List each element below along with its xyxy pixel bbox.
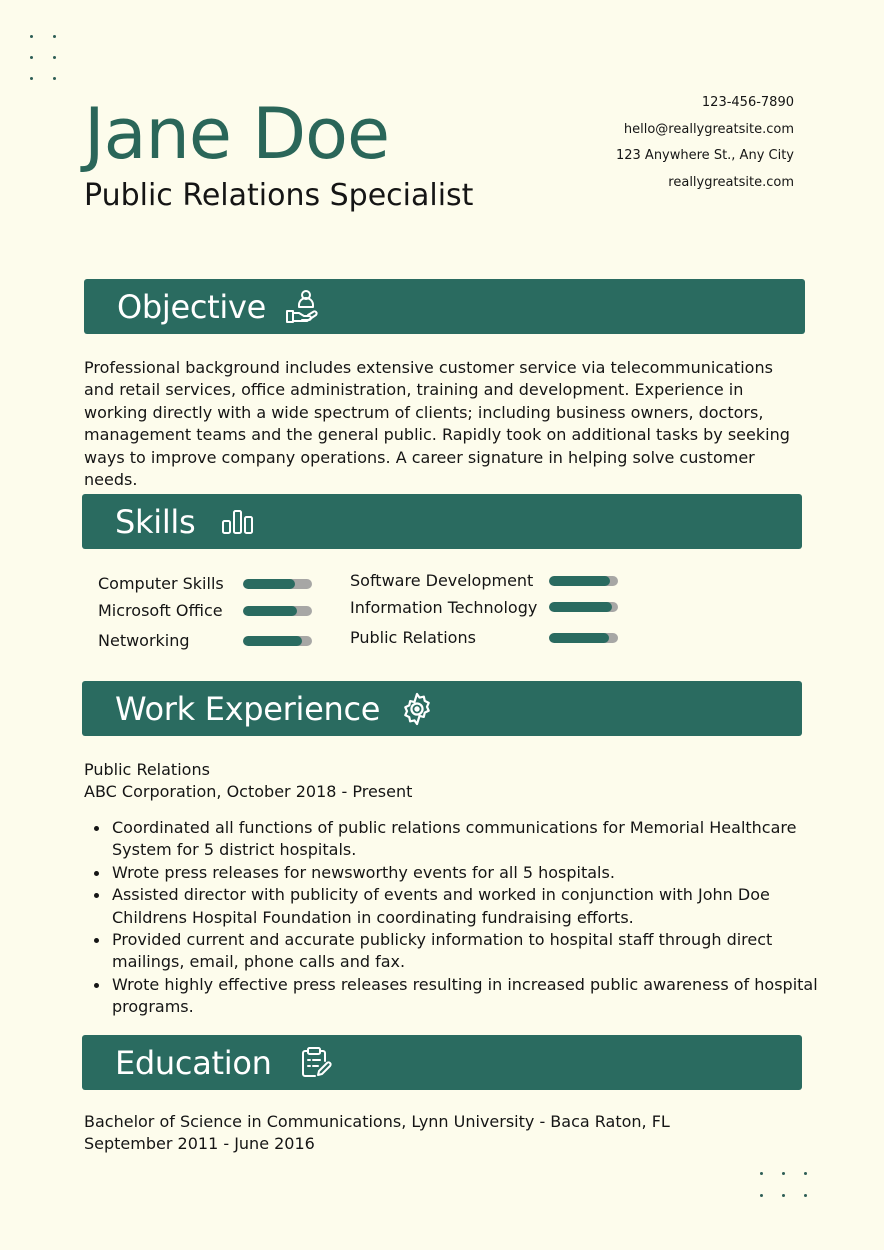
skill-label: Software Development bbox=[350, 571, 534, 590]
bar-chart-icon bbox=[221, 508, 255, 536]
work-title: Work Experience bbox=[115, 689, 381, 728]
candidate-name: Jane Doe bbox=[84, 93, 390, 175]
skills-section-header bbox=[82, 494, 802, 549]
decorative-dots-bottom-right bbox=[760, 1172, 807, 1197]
skill-label: Information Technology bbox=[350, 598, 538, 617]
skill-bar bbox=[243, 636, 312, 646]
skill-bar-fill bbox=[549, 576, 610, 586]
skill-bar-fill bbox=[243, 579, 295, 589]
decorative-dots-top-left bbox=[30, 35, 56, 80]
education-dates: September 2011 - June 2016 bbox=[84, 1134, 315, 1153]
gear-icon bbox=[398, 690, 436, 728]
skill-bar bbox=[549, 633, 618, 643]
contact-info bbox=[616, 93, 794, 199]
contact-phone: 123-456-7890 bbox=[701, 95, 794, 110]
skills-title: Skills bbox=[115, 502, 196, 541]
objective-text: Professional background includes extensive customer service via telecommunications and retail services, office administration, training and development. Experience in working directly with a wide spectrum of clients; including business owners, doctors, management teams and the general public. Rapidly took on additional tasks by seeking ways to improve company operations. A career signature in helping solve customer needs. bbox=[84, 358, 790, 490]
list-item: Wrote press releases for newsworthy events for all 5 hospitals. bbox=[112, 862, 828, 884]
list-item: Assisted director with publicity of events and worked in conjunction with John Doe Childrens Hospital Foundation in coordinating fundraising efforts. bbox=[112, 884, 828, 929]
objective-title: Objective bbox=[117, 287, 267, 326]
skill-label: Networking bbox=[98, 631, 190, 650]
list-item: Provided current and accurate publicky information to hospital staff through direct mailings, email, phone calls and fax. bbox=[112, 929, 828, 974]
skill-label: Microsoft Office bbox=[98, 601, 223, 620]
clipboard-icon bbox=[298, 1046, 332, 1080]
contact-website: reallygreatsite.com bbox=[668, 174, 794, 190]
skill-label: Computer Skills bbox=[98, 574, 224, 593]
candidate-role: Public Relations Specialist bbox=[84, 178, 474, 213]
work-section-header bbox=[82, 681, 802, 736]
skill-bar-fill bbox=[243, 606, 297, 616]
list-item: Coordinated all functions of public relations communications for Memorial Healthcare System for 5 district hospitals. bbox=[112, 817, 828, 862]
skill-bar-fill bbox=[549, 602, 612, 612]
education-title: Education bbox=[115, 1043, 272, 1082]
skill-label: Public Relations bbox=[350, 628, 476, 647]
contact-address: 123 Anywhere St., Any City bbox=[615, 148, 794, 163]
work-position: Public Relations bbox=[84, 760, 210, 779]
work-company: ABC Corporation, October 2018 - Present bbox=[84, 782, 413, 801]
contact-email: hello@reallygreatsite.com bbox=[623, 121, 794, 137]
skill-bar bbox=[549, 576, 618, 586]
list-item: Wrote highly effective press releases resulting in increased public awareness of hospital programs. bbox=[112, 974, 828, 1019]
work-bullets bbox=[84, 817, 828, 1019]
objective-section-header bbox=[84, 279, 805, 334]
education-degree: Bachelor of Science in Communications, Lynn University - Baca Raton, FL bbox=[84, 1112, 670, 1131]
hand-person-icon bbox=[284, 289, 320, 325]
skill-bar bbox=[243, 579, 312, 589]
skill-bar-fill bbox=[243, 636, 302, 646]
skill-bar-fill bbox=[549, 633, 609, 643]
skill-bar bbox=[243, 606, 312, 616]
education-section-header bbox=[82, 1035, 802, 1090]
skill-bar bbox=[549, 602, 618, 612]
